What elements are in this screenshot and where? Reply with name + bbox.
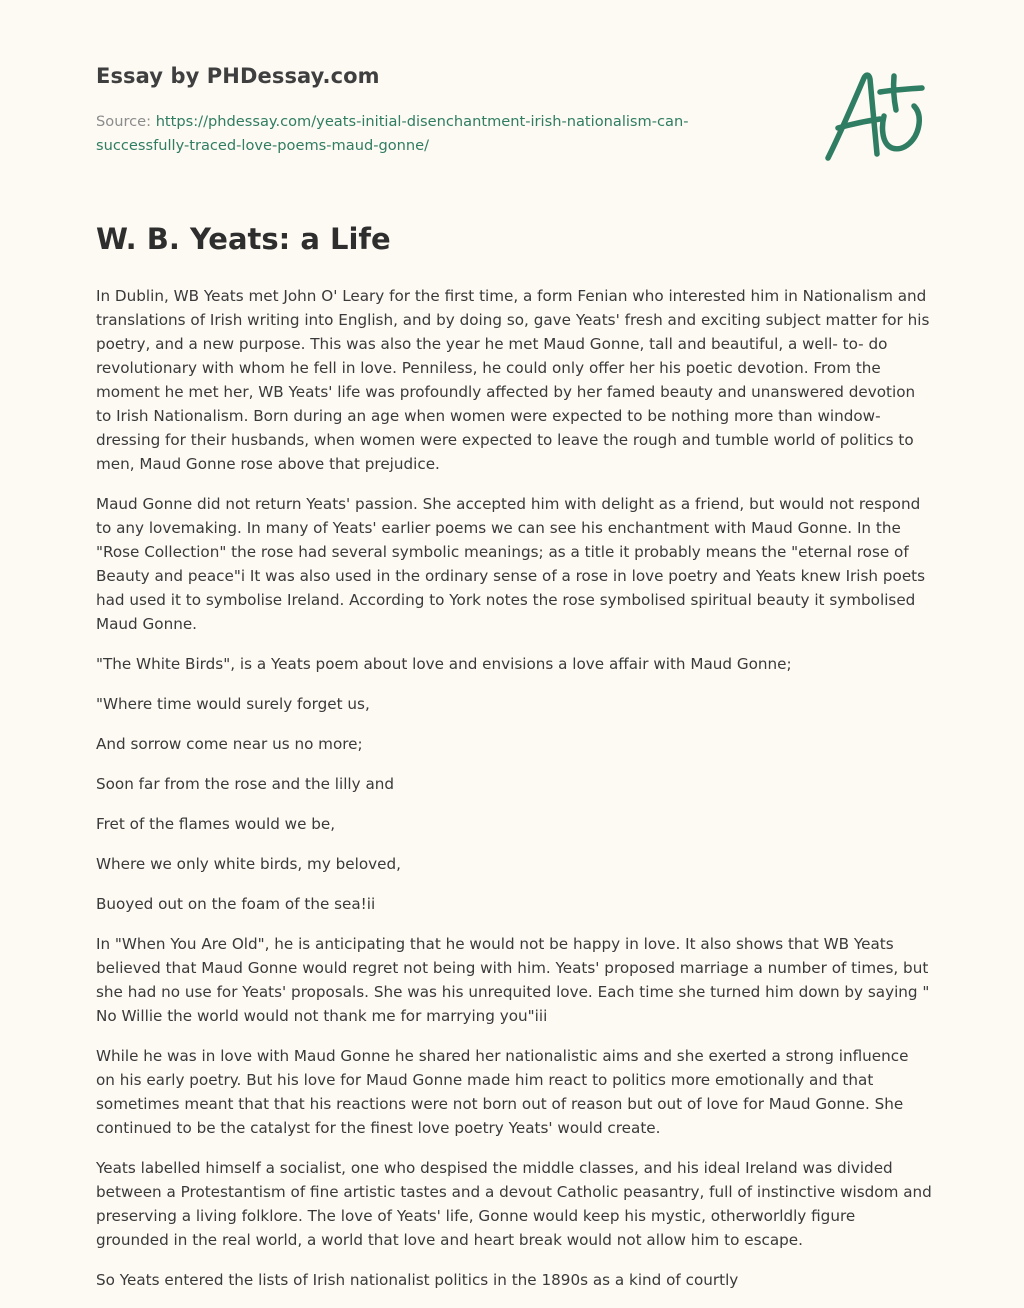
source-line xyxy=(96,110,736,158)
source-link[interactable]: https://phdessay.com/yeats-initial-disenchantment-irish-nationalism-can-successfully-traced-love-poems-maud-gonne/ xyxy=(96,113,689,154)
essay-body xyxy=(96,284,932,1308)
poem-line: Fret of the flames would we be, xyxy=(96,815,336,833)
essay-paragraph: In "When You Are Old", he is anticipating that he would not be happy in love. It also shows that WB Yeats believed that Maud Gonne would regret not being with him. Yeats' proposed marriage a number of times, but she had no use for Yeats' proposals. She was his unrequited love. Each time she turned him down by saying " No Willie the world would not thank me for marrying you"iii xyxy=(96,935,930,1025)
essay-paragraph: "The White Birds", is a Yeats poem about love and envisions a love affair with Maud Gonne; xyxy=(96,655,792,673)
page-title: W. B. Yeats: a Life xyxy=(96,222,391,256)
poem-line: Where we only white birds, my beloved, xyxy=(96,855,401,873)
poem-line: Buoyed out on the foam of the sea!ii xyxy=(96,895,376,913)
poem-line: And sorrow come near us no more; xyxy=(96,735,363,753)
source-label: Source: xyxy=(96,113,156,130)
essay-paragraph: Yeats labelled himself a socialist, one who despised the middle classes, and his ideal Ireland was divided between a Protestantism of fine artistic tastes and a devout Catholic peasantry, full of instinctive wisdom and preserving a living folklore. The love of Yeats' life, Gonne would keep his mystic, otherworldly figure grounded in the real world, a world that love and heart break would not allow him to escape. xyxy=(96,1159,932,1249)
site-brand: Essay by PHDessay.com xyxy=(96,64,380,88)
poem-line: Soon far from the rose and the lilly and xyxy=(96,775,395,793)
essay-paragraph: So Yeats entered the lists of Irish nationalist politics in the 1890s as a kind of courtly xyxy=(96,1271,739,1289)
essay-paragraph: While he was in love with Maud Gonne he shared her nationalistic aims and she exerted a strong influence on his early poetry. But his love for Maud Gonne made him react to politics more emotionally and that sometimes meant that that his reactions were not born out of reason but out of love for Maud Gonne. She continued to be the catalyst for the finest love poetry Yeats' would create. xyxy=(96,1047,909,1137)
poem-line: "Where time would surely forget us, xyxy=(96,695,370,713)
essay-paragraph: Maud Gonne did not return Yeats' passion. She accepted him with delight as a friend, but would not respond to any lovemaking. In many of Yeats' earlier poems we can see his enchantment with Maud Gonne. In the "Rose Collection" the rose had several symbolic meanings; as a title it probably means the "eternal rose of Beauty and peace"i It was also used in the ordinary sense of a rose in love poetry and Yeats knew Irish poets had used it to symbolise Ireland. According to York notes the rose symbolised spiritual beauty it symbolised Maud Gonne. xyxy=(96,495,926,633)
a-plus-grade-icon xyxy=(818,64,930,168)
essay-paragraph: In Dublin, WB Yeats met John O' Leary for the first time, a form Fenian who interested him in Nationalism and translations of Irish writing into English, and by doing so, gave Yeats' fresh and exciting subject matter for his poetry, and a new purpose. This was also the year he met Maud Gonne, tall and beautiful, a well- to- do revolutionary with whom he fell in love. Penniless, he could only offer her his poetic devotion. From the moment he met her, WB Yeats' life was profoundly affected by her famed beauty and unanswered devotion to Irish Nationalism. Born during an age when women were expected to be nothing more than window-dressing for their husbands, when women were expected to leave the rough and tumble world of politics to men, Maud Gonne rose above that prejudice. xyxy=(96,287,930,473)
